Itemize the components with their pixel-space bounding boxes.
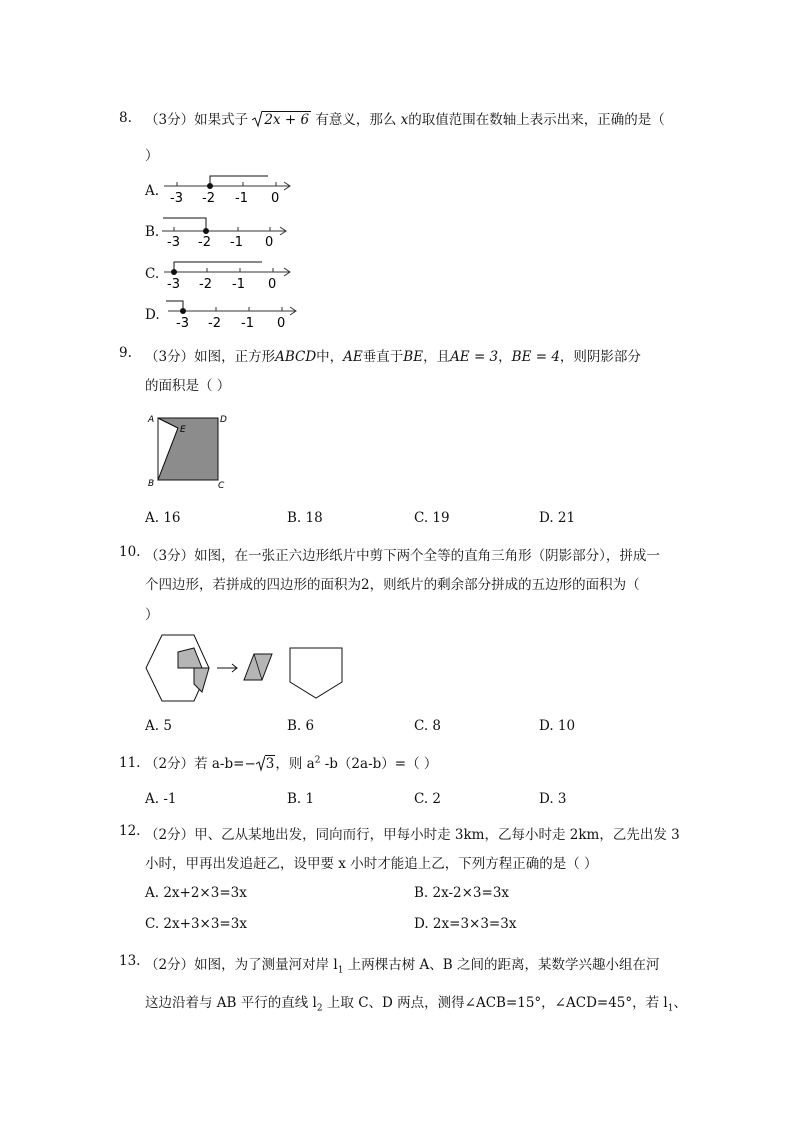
number-line-b (158, 212, 298, 252)
radicand: 3 (265, 756, 275, 772)
question-9-line-1 (145, 345, 641, 365)
text: ，且 (423, 349, 451, 365)
option-c-label: C. (145, 266, 160, 282)
text: ，则阴影部分 (559, 349, 641, 365)
question-12-line-1 (145, 823, 680, 843)
text: 中， (316, 349, 344, 365)
tick-label: 0 (268, 277, 277, 292)
number-line-d (158, 297, 303, 337)
option-d: D. 2x=3×3=3x (414, 916, 517, 932)
text: 有意义，那么 (315, 112, 397, 128)
points: （3分） (145, 548, 195, 564)
tick-label: -3 (167, 235, 180, 250)
question-number: 8. (119, 110, 132, 126)
tick-label: -2 (199, 277, 212, 292)
option-a: A. -1 (145, 791, 177, 807)
variable: x (400, 112, 409, 128)
question-number: 10. (119, 544, 141, 560)
points: （2分） (145, 756, 195, 772)
tick-label: -2 (198, 235, 211, 250)
option-b-label: B. (145, 224, 160, 240)
math: ABCD (275, 349, 317, 365)
exponent: 2 (314, 755, 321, 766)
option-b: B. 6 (287, 718, 315, 734)
text: 、 (673, 995, 687, 1011)
option-b: B. 18 (287, 510, 323, 526)
question-13-line-1 (145, 953, 659, 976)
text: 如果式子 (194, 112, 249, 128)
text: 这边沿着与 AB 平行的直线 l (145, 995, 317, 1011)
text: ， (498, 349, 512, 365)
question-11-line-1 (145, 752, 437, 772)
sqrt-expression (252, 110, 311, 128)
text: 上取 C、D 两点，测得∠ACB=15°，∠ACD=45°，若 l (322, 995, 668, 1011)
subscript: 1 (667, 1003, 674, 1014)
tick-label: -2 (202, 191, 215, 206)
option-a: A. 16 (145, 510, 181, 526)
math: AE = 3 (450, 349, 499, 365)
math: AE (343, 349, 363, 365)
tick-label: -3 (170, 191, 183, 206)
text: 上两棵古树 A、B 之间的距离，某数学兴趣小组在河 (343, 957, 660, 973)
option-c: C. 19 (414, 510, 450, 526)
tick-label: 0 (265, 235, 274, 250)
sqrt-expression (256, 755, 276, 772)
question-10-line-1 (145, 544, 660, 564)
option-d: D. 21 (539, 510, 576, 526)
number-line-a (158, 170, 298, 210)
text: 的取值范围在数轴上表示出来，正确的是（ (408, 112, 665, 128)
hexagon-figure (142, 632, 352, 704)
option-d: D. 10 (539, 718, 576, 734)
option-a: A. 5 (145, 718, 172, 734)
vertex-label: A (148, 415, 155, 425)
subscript: 1 (337, 965, 344, 976)
math: BE = 4 (511, 349, 560, 365)
vertex-label: E (180, 425, 186, 435)
tick-label: -1 (230, 235, 243, 250)
tick-label: 0 (277, 316, 286, 331)
text: 甲、乙从某地出发，同向而行，甲每小时走 3km，乙每小时走 2km，乙先出发 3 (194, 827, 680, 843)
text: 垂直于 (362, 349, 404, 365)
text: 若 a-b=− (194, 756, 256, 772)
option-a: A. 2x+2×3=3x (145, 885, 247, 901)
question-10-line-3: ） (145, 607, 159, 623)
question-number: 12. (119, 823, 141, 839)
tick-label: 0 (271, 191, 280, 206)
text: 如图，正方形 (194, 349, 276, 365)
radical-sign-icon (256, 755, 265, 772)
radical-sign-icon (252, 110, 262, 128)
option-c: C. 2 (414, 791, 442, 807)
option-b: B. 1 (287, 791, 315, 807)
text: -b（2a-b）=（ ） (320, 756, 438, 772)
question-13-line-2 (145, 991, 687, 1014)
radicand: 2x + 6 (264, 112, 310, 128)
tick-label: -3 (176, 316, 189, 331)
question-8-close-paren: ） (145, 148, 159, 164)
tick-label: -1 (232, 277, 245, 292)
points: （2分） (145, 827, 195, 843)
number-line-c (158, 256, 298, 296)
option-d: D. 3 (539, 791, 567, 807)
text: 如图，为了测量河对岸 l (194, 957, 338, 973)
question-10-line-2: 个四边形，若拼成的四边形的面积为2，则纸片的剩余部分拼成的五边形的面积为（ (145, 577, 640, 593)
points: （2分） (145, 957, 195, 973)
question-9-line-2: 的面积是（ ） (145, 378, 231, 394)
question-number: 13. (119, 953, 141, 969)
vertex-label: C (218, 481, 225, 491)
points: （3分） (145, 112, 195, 128)
vertex-label: B (148, 479, 155, 489)
tick-label: -1 (241, 316, 254, 331)
question-number: 9. (119, 345, 132, 361)
tick-label: -2 (208, 316, 221, 331)
points: （3分） (145, 349, 195, 365)
option-a-label: A. (145, 183, 160, 199)
text: 如图，在一张正六边形纸片中剪下两个全等的直角三角形（阴影部分），拼成一 (194, 548, 660, 564)
option-d-label: D. (145, 307, 160, 323)
option-b: B. 2x-2×3=3x (414, 885, 510, 901)
tick-label: -1 (235, 191, 248, 206)
option-c: C. 8 (414, 718, 442, 734)
option-c: C. 2x+3×3=3x (145, 916, 247, 932)
math: BE (403, 349, 424, 365)
question-12-line-2: 小时，甲再出发追赶乙，设甲要 x 小时才能追上乙，下列方程正确的是（ ） (145, 856, 598, 872)
subscript: 2 (316, 1003, 323, 1014)
square-figure (143, 410, 233, 492)
text: ，则 a (275, 756, 315, 772)
question-number: 11. (119, 755, 141, 771)
question-8-line-1 (145, 108, 665, 128)
tick-label: -3 (167, 277, 180, 292)
vertex-label: D (220, 415, 227, 425)
